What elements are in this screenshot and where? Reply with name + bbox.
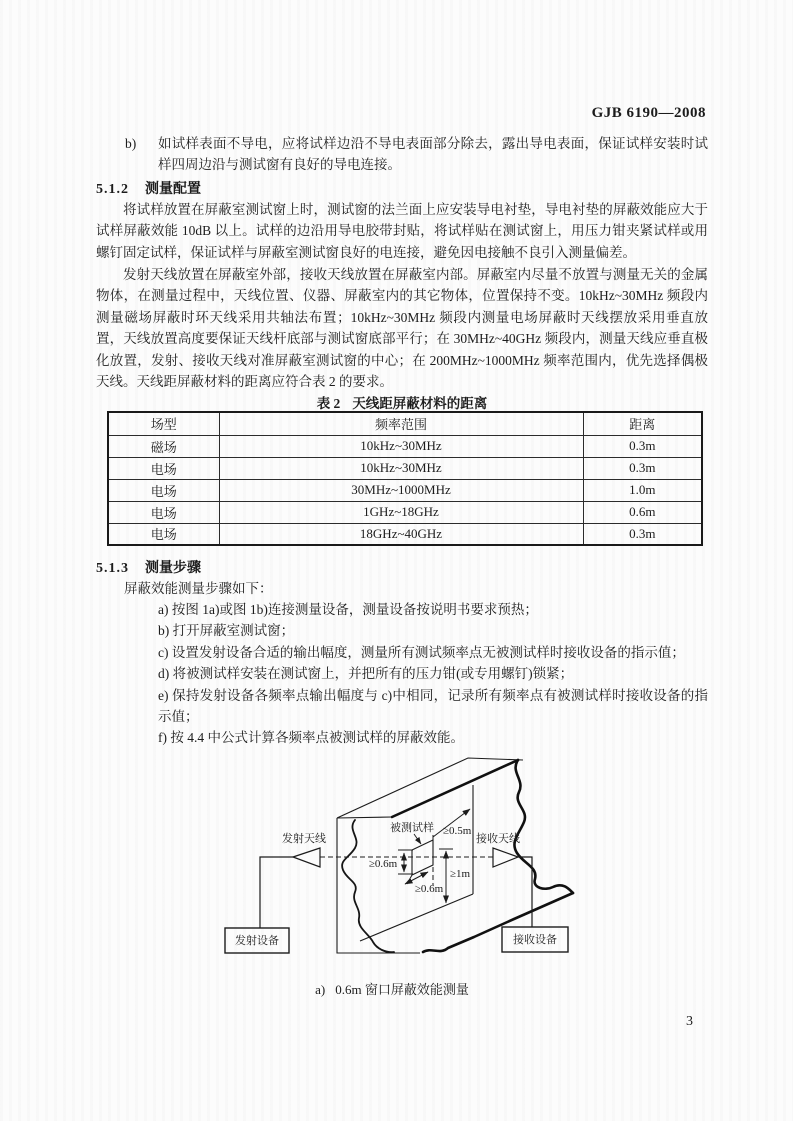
step-text: 按图 1a)或图 1b)连接测量设备，测量设备按说明书要求预热； (171, 602, 538, 617)
inner-floor-edge (360, 894, 473, 941)
section-number: 5.1.2 (96, 182, 129, 197)
figure-caption (157, 979, 627, 998)
paragraph-measure-config-2: 发射天线放置在屏蔽室外部，接收天线放置在屏蔽室内部。屏蔽室内尽量不放置与测量无关的金属物体，在测量过程中，天线位置、仪器、屏蔽室内的其它物体，位置保持不变。10kHz~30MHz 频段内测量磁场屏蔽时环天线采用共轴法布置；10kHz~30MHz 频段内测量电场屏蔽时天线摆放采用垂直放置，天线放置高度要保证天线杆底部与测试窗底部平行；在 30MHz~40GHz 频段内，测量天线应垂直极化放置，发射、接收天线对准屏蔽室测试窗的中心；在 200MHz~1000MHz 频率范围内，优先选择偶极天线。天线距屏蔽材料的距离应符合表 2 的要求。 (96, 267, 708, 390)
step-item (96, 685, 708, 728)
cell-dist: 0.3m (583, 457, 702, 479)
torn-front-edge (342, 820, 394, 952)
section-title: 测量步骤 (145, 561, 201, 576)
step-item (96, 727, 708, 748)
step-text: 按 4.4 中公式计算各频率点被测试样的屏蔽效能。 (170, 730, 464, 746)
step-text: 打开屏蔽室测试窗； (172, 623, 295, 639)
step-item (96, 599, 708, 620)
table-row (108, 479, 702, 501)
measurement-steps-list (96, 599, 708, 749)
figure-caption-letter: a) (315, 982, 326, 997)
step-marker: c) (158, 644, 169, 660)
table-row (108, 523, 702, 545)
list-item-text: 如试样表面不导电，应将试样边沿不导电表面部分除去，露出导电表面，保证试样安装时试样四周边沿与测试窗有良好的导电连接。 (158, 136, 708, 173)
table-2-antenna-distance (107, 411, 703, 546)
tx-antenna-symbol (293, 848, 320, 867)
section-heading-5-1-2 (96, 178, 201, 198)
step-marker: f) (158, 730, 167, 746)
cell-freq: 30MHz~1000MHz (219, 479, 583, 501)
tx-antenna-label: 发射天线 (282, 833, 326, 845)
table-header-row (108, 412, 702, 435)
section-number: 5.1.3 (96, 561, 129, 576)
cell-freq: 10kHz~30MHz (219, 457, 583, 479)
dim-0-5m-label: ≥0.5m (443, 825, 472, 837)
cell-freq: 1GHz~18GHz (219, 501, 583, 523)
sample-panel (412, 840, 433, 875)
section-title: 测量配置 (145, 182, 201, 197)
list-item-b-top (96, 133, 708, 176)
cell-dist: 0.3m (583, 435, 702, 457)
cell-dist: 1.0m (583, 479, 702, 501)
cell-dist: 0.6m (583, 501, 702, 523)
col-header-frequency-range: 频率范围 (219, 412, 583, 435)
cell-field: 电场 (108, 479, 219, 501)
dim-0-6m-left-label: ≥0.6m (368, 858, 398, 870)
step-item (96, 642, 708, 663)
step-marker: e) (158, 687, 169, 703)
step-item (96, 620, 708, 641)
steps-intro: 屏蔽效能测量步骤如下： (124, 581, 273, 596)
dim-1m-label: ≥1m (450, 868, 471, 880)
rx-antenna-symbol (493, 848, 518, 867)
section-heading-5-1-3 (96, 557, 201, 577)
cell-freq: 10kHz~30MHz (219, 435, 583, 457)
rx-equipment-label: 接收设备 (513, 934, 557, 946)
sample-label: 被测试样 (390, 822, 434, 834)
tx-equipment-label: 发射设备 (235, 935, 279, 947)
list-marker: b) (125, 136, 137, 151)
step-text: 保持发射设备各频率点输出幅度与 c)中相同，记录所有频率点有被测试样时接收设备的指示值； (158, 687, 708, 725)
rx-antenna-label: 接收天线 (476, 833, 520, 845)
page-number: 3 (686, 1014, 693, 1029)
table-row (108, 501, 702, 523)
cell-field: 电场 (108, 501, 219, 523)
cell-freq: 18GHz~40GHz (219, 523, 583, 545)
figure-caption-text: 0.6m 窗口屏蔽效能测量 (335, 982, 469, 997)
step-marker: b) (158, 623, 170, 639)
col-header-field-type: 场型 (108, 412, 219, 435)
step-text: 设置发射设备合适的输出幅度，测量所有测试频率点无被测试样时接收设备的指示值； (171, 644, 685, 660)
figure-shielded-room-diagram (172, 750, 642, 980)
table-row (108, 435, 702, 457)
step-marker: a) (158, 602, 169, 617)
step-text: 将被测试样安装在测试窗上，并把所有的压力钳(或专用螺钉)锁紧； (172, 666, 574, 682)
cell-field: 电场 (108, 523, 219, 545)
step-item (96, 663, 708, 684)
dim-0-6m-bottom-label: ≥0.6m (414, 883, 444, 895)
doc-standard-number: GJB 6190—2008 (591, 105, 706, 121)
shielded-room-drawing (172, 750, 642, 980)
cell-dist: 0.3m (583, 523, 702, 545)
table-caption-title: 天线距屏蔽材料的距离 (352, 396, 488, 411)
table-2-caption (96, 392, 708, 412)
table-row (108, 457, 702, 479)
cell-field: 电场 (108, 457, 219, 479)
paragraph-measure-config-1: 将试样放置在屏蔽室测试窗上时，测试窗的法兰面上应安装导电衬垫，导电衬垫的屏蔽效能应大于试样屏蔽效能 10dB 以上。试样的边沿用导电胶带封贴，将试样贴在测试窗上，用压力钳夹紧试样或用螺钉固定试样，保证试样与屏蔽室测试窗良好的电连接，避免因电接触不良引入测量偏差。 (96, 202, 708, 260)
torn-edge-thick (392, 760, 573, 952)
table-caption-number: 表 2 (316, 396, 341, 411)
cell-field: 磁场 (108, 435, 219, 457)
step-marker: d) (158, 666, 170, 682)
col-header-distance: 距离 (583, 412, 702, 435)
